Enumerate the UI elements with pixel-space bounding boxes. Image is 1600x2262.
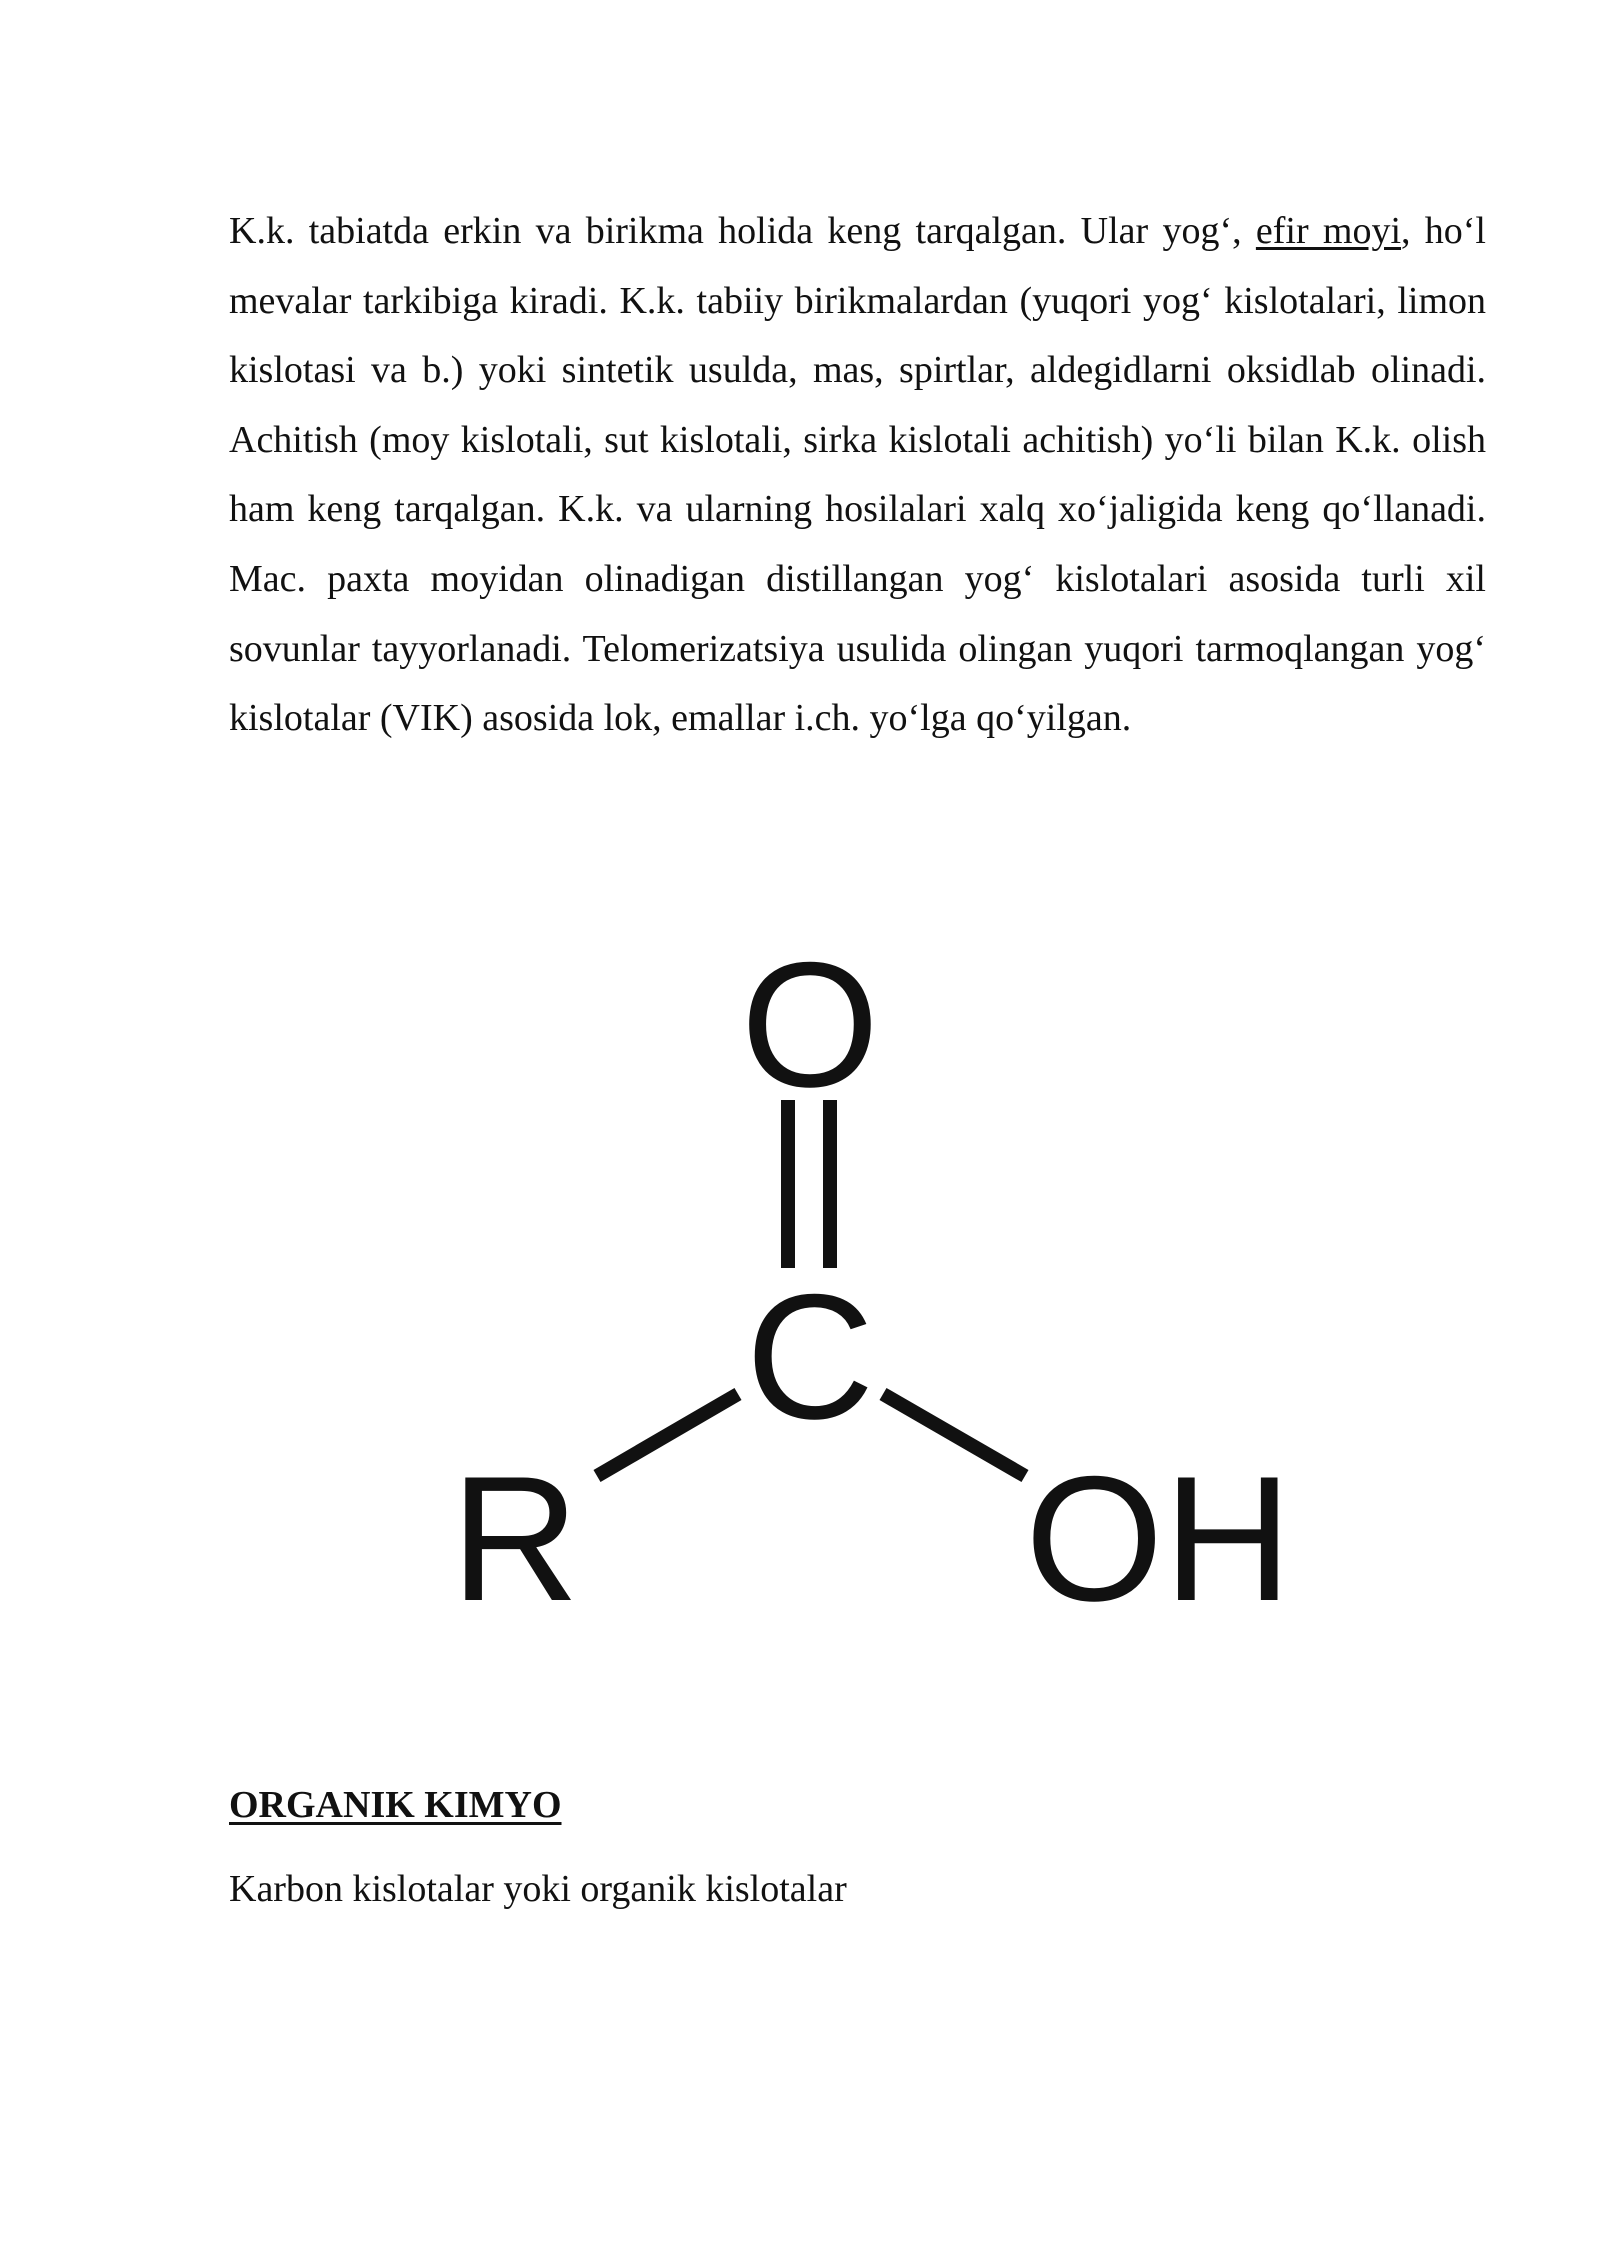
group-oh-label: OH [1025, 1439, 1292, 1638]
atom-o-label: O [740, 925, 880, 1124]
atom-c-label: C [745, 1257, 875, 1456]
bond-c-oh [883, 1394, 1025, 1476]
paragraph-text-end: , ho‘l mevalar tarkibiga kiradi. K.k. tabiiy birikmalardan (yuqori yog‘ kislotalari, limon kislotasi va b.) yoki sintetik usulda, mas, spirtlar, aldegidlarni oksidlab olinadi. Achitish (moy kislotali, sut kislotali, sirka kislotali achitish) yo‘li bilan K.k. olish ham keng tarqalgan. K.k. va ularning hosilalari xalq xo‘jaligida keng qo‘llanadi. Mac. paxta moyidan olinadigan distillangan yog‘ kislotalari asosida turli xil sovunlar tayyorlanadi. Telomerizatsiya usulida olingan yuqori tarmoqlangan yog‘ kislotalar (VIK) asosida lok, emallar i.ch. yo‘lga qo‘yilgan. [229, 210, 1486, 740]
body-paragraph [229, 197, 1486, 754]
carboxylic-acid-structure [420, 900, 1360, 1640]
atom-r-label: R [450, 1439, 580, 1638]
paragraph-text-start: K.k. tabiatda erkin va birikma holida keng tarqalgan. Ular yog‘, [229, 210, 1256, 252]
bond-r-c [597, 1394, 738, 1476]
efir-moyi-link[interactable]: efir moyi [1255, 210, 1402, 252]
section-heading: ORGANIK KIMYO [229, 1784, 562, 1826]
section-subtitle: Karbon kislotalar yoki organik kislotalar [229, 1868, 847, 1910]
